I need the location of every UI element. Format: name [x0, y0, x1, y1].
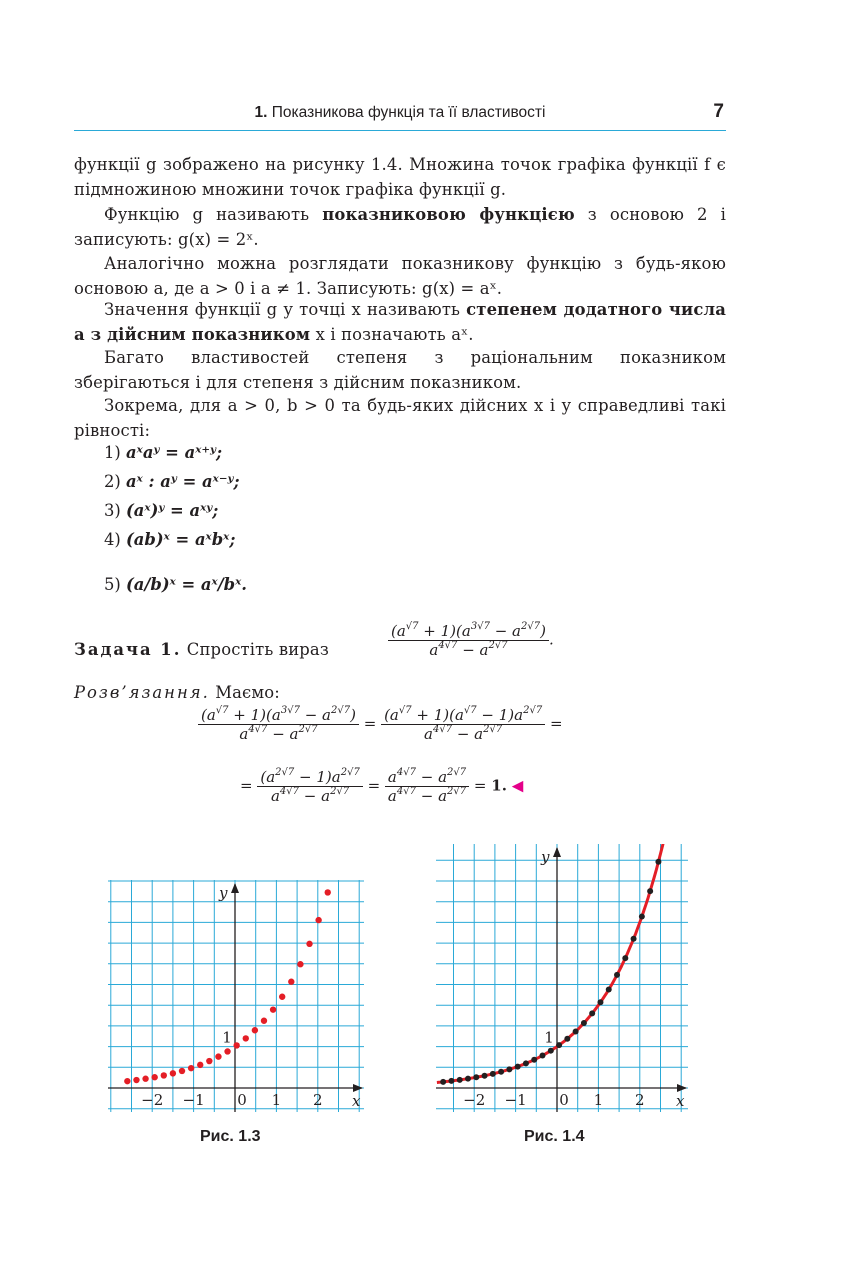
figure-1-3 — [108, 880, 364, 1112]
paragraph-5: Багато властивостей степеня з раціональним показником зберігаються і для степеня з дійсним показником. — [74, 348, 726, 392]
task-line: Задача 1. Спростіть вираз — [74, 640, 329, 659]
x-tick-label: −2 — [463, 1091, 486, 1109]
graph-point — [523, 1060, 529, 1066]
x-tick-label: −2 — [141, 1091, 164, 1109]
graph-point — [179, 1068, 185, 1074]
graph-point — [124, 1078, 130, 1084]
rule-1: 1) aˣaʸ = aˣ⁺ʸ; — [104, 443, 223, 462]
x-axis-label: x — [676, 1092, 685, 1110]
graph-point — [581, 1020, 587, 1026]
x-axis-label: x — [352, 1092, 361, 1110]
y-axis-arrow — [231, 883, 239, 893]
graph-point — [465, 1076, 471, 1082]
paragraph-2: Функцію g називають показниковою функцією з основою 2 і записують: g(x) = 2ˣ. — [74, 205, 726, 249]
caption-fig-1-3: Рис. 1.3 — [200, 1128, 261, 1145]
y-axis-label: y — [541, 848, 550, 866]
x-tick-label: 0 — [237, 1091, 247, 1109]
page-number: 7 — [713, 101, 724, 122]
paragraph-1: функції g зображено на рисунку 1.4. Множина точок графіка функції f є підмножиною множини точок графіка функції g. — [74, 155, 726, 199]
rule-4: 4) (ab)ˣ = aˣbˣ; — [104, 530, 236, 549]
x-tick-label: −1 — [504, 1091, 527, 1109]
graph-point — [243, 1035, 249, 1041]
graph-point — [515, 1064, 521, 1070]
x-tick-label: 2 — [313, 1091, 323, 1109]
graph-point — [631, 936, 637, 942]
graph-point — [288, 979, 294, 985]
graph-point — [564, 1036, 570, 1042]
paragraph-3: Аналогічно можна розглядати показникову функцію з будь-якою основою a, де a > 0 і a ≠ 1. Записують: g(x) = aˣ. — [74, 254, 726, 298]
graph-point — [270, 1006, 276, 1012]
graph-point — [188, 1065, 194, 1071]
y-tick-label: 1 — [544, 1028, 554, 1047]
graph-point — [655, 859, 661, 865]
graph-point — [457, 1077, 463, 1083]
paragraph-6: Зокрема, для a > 0, b > 0 та будь-яких дійсних x і y справедливі такі рівності: — [74, 396, 726, 440]
graph-point — [252, 1027, 258, 1033]
graph-point — [589, 1010, 595, 1016]
graph-point — [573, 1028, 579, 1034]
graph-point — [473, 1074, 479, 1080]
graph-point — [206, 1058, 212, 1064]
graph-point — [233, 1042, 239, 1048]
rule-5: 5) (a/b)ˣ = aˣ/bˣ. — [104, 575, 248, 594]
solution-step-1: $\frac{(a^{√7} + 1)(a^{3√7} - a^{2√7})}{a^{4√7} - a^{2√7}}$ = $\frac{(a^{√7} + 1)(a^{√7} - 1)a^{2√7}}{a^{4√7} - a^{2√7}}$ = — [198, 706, 563, 743]
caption-fig-1-4: Рис. 1.4 — [524, 1128, 585, 1145]
page-header — [74, 98, 726, 131]
y-tick-label: 1 — [222, 1028, 232, 1047]
graph-point — [306, 941, 312, 947]
graph-point — [597, 999, 603, 1005]
graph-point — [440, 1079, 446, 1085]
task-expression: $\frac{(a^{√7} + 1)(a^{3√7} - a^{2√7})}{a^{4√7} - a^{2√7}}$ . — [388, 622, 554, 659]
running-title: 1. Показникова функція та її властивості — [254, 104, 546, 121]
graph-point — [133, 1077, 139, 1083]
y-axis-label: y — [219, 884, 228, 902]
x-tick-label: 1 — [271, 1091, 282, 1109]
y-axis-arrow — [553, 847, 561, 857]
x-tick-label: 0 — [559, 1091, 569, 1109]
rule-2: 2) aˣ : aʸ = aˣ⁻ʸ; — [104, 472, 240, 491]
graph-point — [490, 1071, 496, 1077]
graph-point — [498, 1069, 504, 1075]
graph-point — [614, 972, 620, 978]
graph-point — [606, 987, 612, 993]
graph-point — [556, 1042, 562, 1048]
graph-point — [215, 1053, 221, 1059]
solution-step-2: = $\frac{(a^{2√7} - 1)a^{2√7}}{a^{4√7} - a^{2√7}}$ = $\frac{a^{4√7} - a^{2√7}}{a^{4√7} - a^{2√7}}$ = 1. ◀ — [240, 767, 524, 805]
graph-point — [622, 955, 628, 961]
graph-point — [197, 1062, 203, 1068]
graph-point — [482, 1073, 488, 1079]
graph-point — [315, 917, 321, 923]
graph-point — [540, 1053, 546, 1059]
graph-point — [142, 1076, 148, 1082]
graph-point — [170, 1070, 176, 1076]
graph-point — [161, 1072, 167, 1078]
graph-point — [448, 1078, 454, 1084]
graph-point — [224, 1048, 230, 1054]
graph-point — [639, 914, 645, 920]
graph-point — [647, 888, 653, 894]
graph-point — [531, 1057, 537, 1063]
graph-point — [548, 1048, 554, 1054]
end-of-solution-marker: ◀ — [511, 776, 524, 795]
solution-line: Розв’язання. Маємо: — [74, 683, 280, 702]
rule-3: 3) (aˣ)ʸ = aˣʸ; — [104, 501, 219, 520]
x-axis-arrow — [353, 1084, 363, 1092]
graph-point — [279, 994, 285, 1000]
graph-point — [297, 961, 303, 967]
x-axis-arrow — [677, 1084, 687, 1092]
graph-point — [325, 889, 331, 895]
paragraph-4: Значення функції g у точці x називають степенем додатного числа a з дійсним показником x і позначають aˣ. — [74, 300, 726, 344]
x-tick-label: 1 — [593, 1091, 604, 1109]
graph-point — [261, 1018, 267, 1024]
x-tick-label: 2 — [635, 1091, 645, 1109]
graph-point — [506, 1066, 512, 1072]
x-tick-label: −1 — [182, 1091, 205, 1109]
figure-1-4 — [436, 844, 688, 1112]
graph-point — [151, 1074, 157, 1080]
